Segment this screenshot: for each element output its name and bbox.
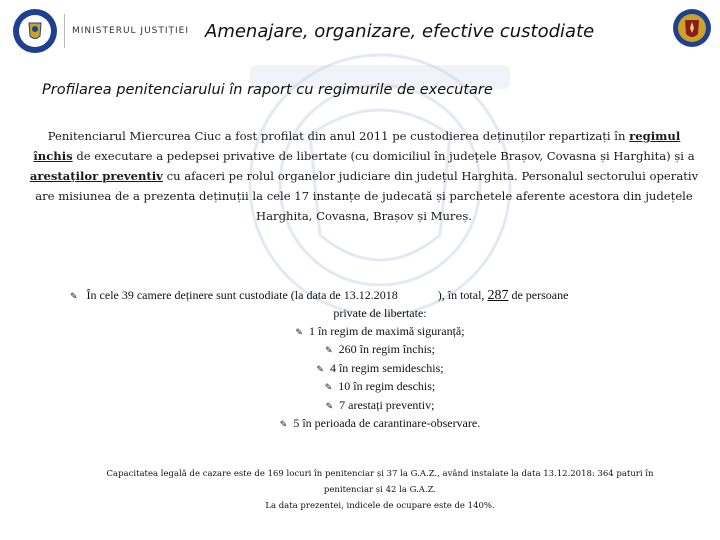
list-item <box>70 360 690 379</box>
pencil-bullet-icon: ✎ <box>324 382 333 392</box>
pencil-bullet-icon: ✎ <box>325 345 333 355</box>
paragraph-text-3: cu afaceri pe rolul organelor judiciare din județul Harghita. Personalul sectorului operativ are misiunea de a prezenta deținuții la cele 17 instanțe de judecată și parchetele aferente acestora din județele Harghita, Covasna, Brașov și Mureș. <box>35 169 699 223</box>
description-paragraph <box>28 126 700 226</box>
pencil-bullet-icon: ✎ <box>325 400 334 411</box>
list-item-text: 1 în regim de maximă siguranță; <box>308 323 465 338</box>
arestati-preventiv-term: arestaților preventiv <box>29 169 163 183</box>
page-title: Amenajare, organizare, efective custodiate <box>205 21 595 42</box>
header <box>0 0 720 70</box>
pencil-bullet-icon: ✎ <box>316 363 324 374</box>
stats-intro <box>70 287 690 305</box>
list-item-text: 5 în perioada de carantinare-observare. <box>293 416 481 430</box>
list-item-text: 7 arestați preventiv; <box>339 397 435 412</box>
total-count: 287 <box>487 288 509 303</box>
paragraph-text-1: Penitenciarul Miercurea Ciuc a fost profilat din anul 2011 pe custodierea deținuților repartizați în <box>47 129 630 143</box>
guvernul-romaniei-crest-icon <box>12 8 58 54</box>
list-item <box>70 341 690 360</box>
pencil-bullet-icon: ✎ <box>295 326 303 337</box>
list-item <box>70 323 690 342</box>
list-item-text: 10 în regim deschis; <box>338 379 436 393</box>
section-subtitle: Profilarea penitenciarului în raport cu regimurile de executare <box>42 82 493 98</box>
footer-line-3: La data prezentei, indicele de ocupare este de 140%. <box>265 501 495 511</box>
footer-line-1: Capacitatea legală de cazare este de 169 locuri în penitenciar și 37 la G.A.Z., având instalate la data 13.12.2018: 364 paturi în <box>106 469 654 479</box>
penitentiary-emblem-icon <box>672 6 712 52</box>
pencil-bullet-icon: ✎ <box>279 419 288 429</box>
stats-intro-c: de persoane <box>511 288 569 302</box>
footer-line-2: penitenciar și 42 la G.A.Z. <box>323 485 437 495</box>
list-item <box>70 415 690 434</box>
header-separator <box>64 14 65 48</box>
stats-intro-d: private de libertate: <box>333 306 427 320</box>
regim-inchis-term: regimul închis <box>33 129 681 163</box>
list-item-text: 260 în regim închis; <box>338 342 435 356</box>
capacity-footer <box>100 466 660 514</box>
stats-intro-a: În cele 39 camere deținere sunt custodiate (la data de 13.12.2018 <box>86 288 398 302</box>
ministry-name: MINISTERUL JUSTIȚIEI <box>72 26 190 36</box>
paragraph-text-2: de executare a pedepsei privative de libertate (cu domiciliul în județele Brașov, Covasna și Harghita) și a <box>72 149 695 163</box>
stats-intro-b: ), în total, <box>437 288 485 302</box>
list-item <box>70 378 690 397</box>
custody-stats <box>70 287 690 434</box>
list-item <box>70 397 690 416</box>
list-item-text: 4 în regim semideschis; <box>329 360 444 375</box>
pencil-bullet-icon: ✎ <box>70 291 78 301</box>
